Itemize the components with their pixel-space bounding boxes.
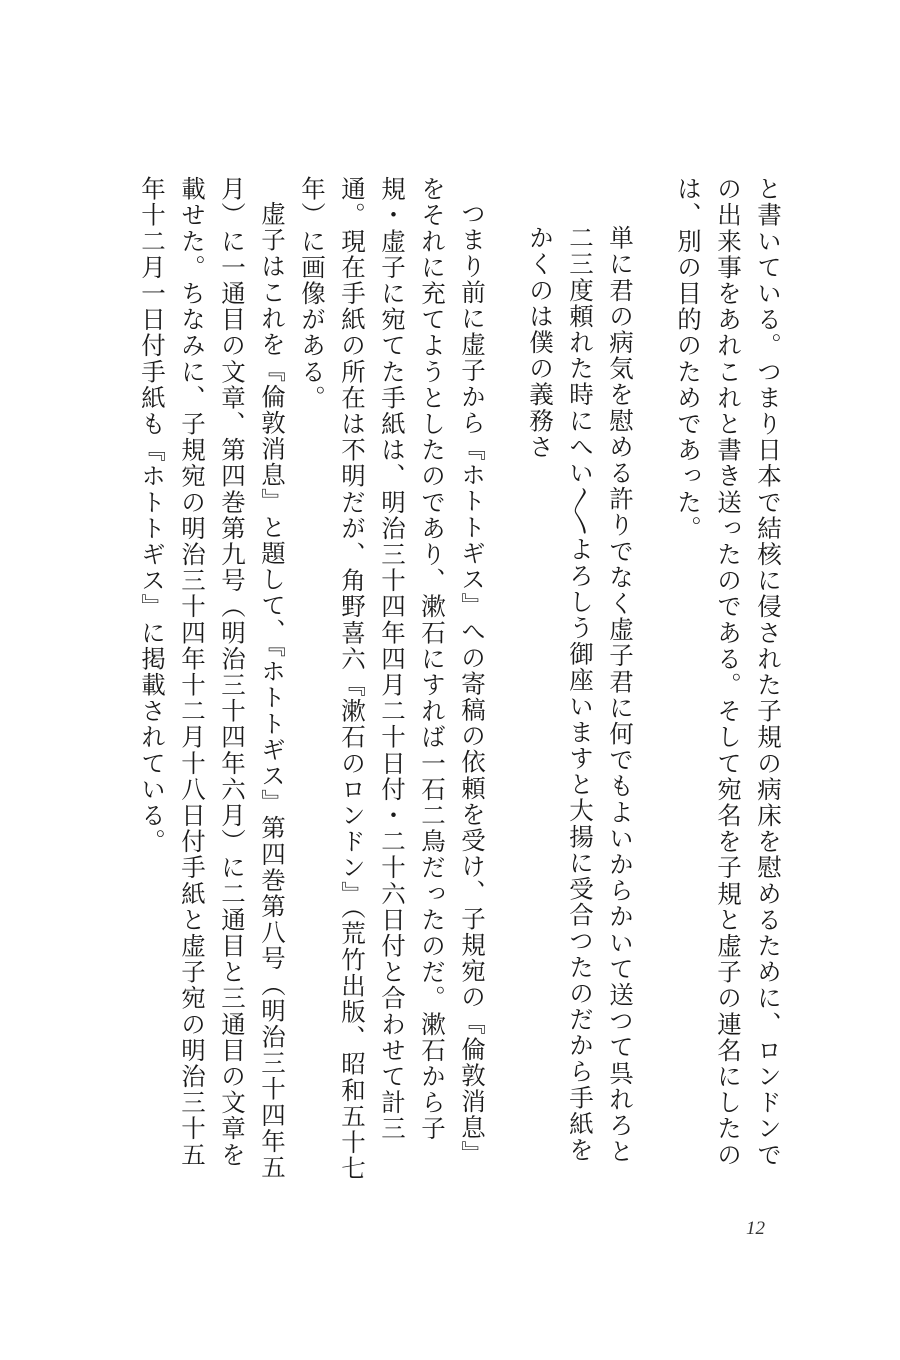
paragraph-london-letters-publication: 虚子はこれを『倫敦消息』と題して、『ホトトギス』第四巻第八号（明治三十四年五月）に一通目の文章、第四巻第九号（明治三十四年六月）に二通目と三通目の文章を載せた。ちなみに、子規宛の明治三十四年十二月十八日付手紙と虚子宛の明治三十五年十二月一日付手紙も『ホトトギス』に掲載されている。 <box>138 176 287 1181</box>
spacer <box>640 176 668 1186</box>
page-text <box>138 176 788 1186</box>
paragraph-hototogisu-request: つまり前に虚子から『ホトトギス』への寄稿の依頼を受け、子規宛の『倫敦消息』をそれに充てようとしたのであり、漱石にすれば一石二鳥だったのだ。漱石から子規・虚子に宛てた手紙は、明治三十四年四月二十日付・二十六日付と合わせて計三通。現在手紙の所在は不明だが、角野喜六『漱石のロンドン』（荒竹出版、昭和五十七年）に画像がある。 <box>298 176 487 1182</box>
paragraph-continuation: と書いている。つまり日本で結核に侵された子規の病床を慰めるために、ロンドンでの出来事をあれこれと書き送ったのである。そして宛名を子規と虚子の連名にしたのは、別の目的のためであった。 <box>674 176 783 1168</box>
quoted-letter-excerpt: 単に君の病気を慰める許りでなく虚子君に何でもよいからかいて送つて呉れろと二三度頼れた時にへい〳〵よろしう御座いますと大揚に受合つたのだから手紙をかくのは僕の義務さ <box>526 225 635 1165</box>
spacer <box>492 176 520 1186</box>
page-number: 12 <box>746 1218 765 1239</box>
